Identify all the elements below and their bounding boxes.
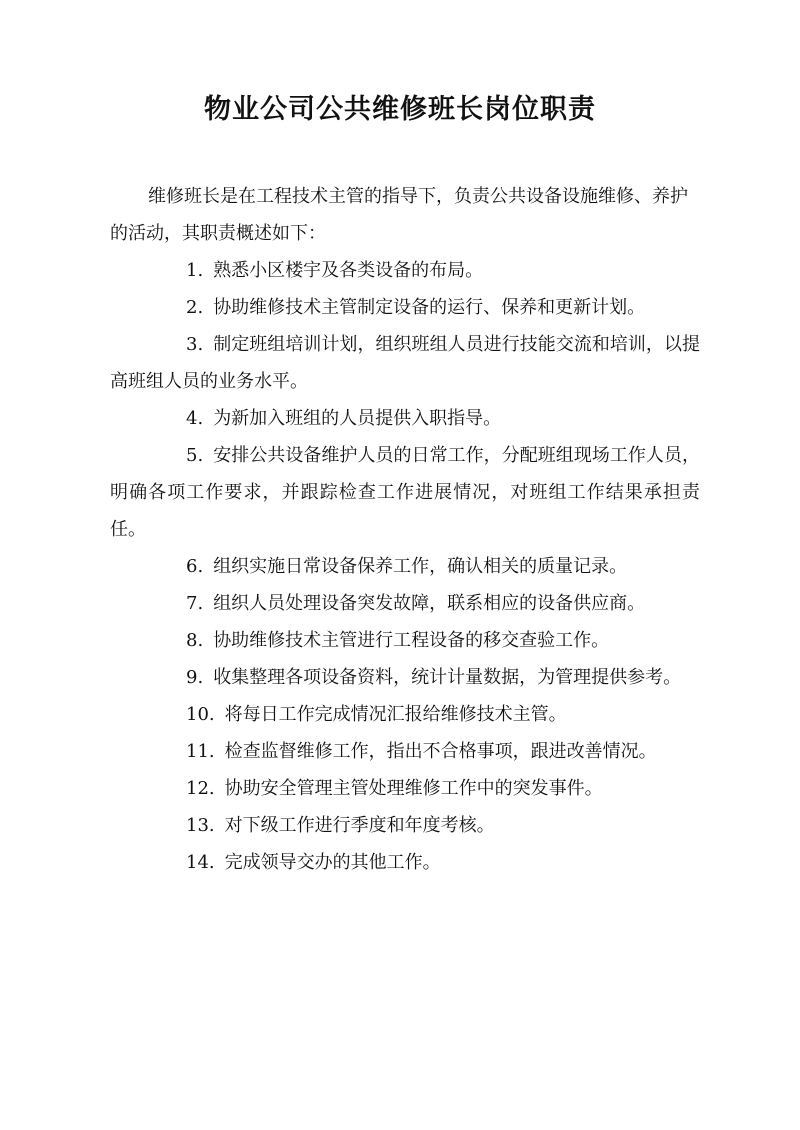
item-text: 对下级工作进行季度和年度考核。 bbox=[224, 815, 495, 836]
duty-item-3 bbox=[110, 326, 700, 400]
item-number: 4. bbox=[186, 408, 204, 429]
item-number: 1. bbox=[186, 260, 204, 281]
item-number: 8. bbox=[186, 630, 204, 651]
duty-item-8 bbox=[110, 622, 700, 659]
item-text: 检查监督维修工作，指出不合格事项，跟进改善情况。 bbox=[224, 741, 657, 762]
intro-paragraph: 维修班长是在工程技术主管的指导下，负责公共设备设施维修、养护的活动，其职责概述如下： bbox=[110, 186, 688, 244]
item-text: 协助安全管理主管处理维修工作中的突发事件。 bbox=[224, 778, 603, 799]
duty-item-10 bbox=[110, 696, 700, 733]
item-text: 协助维修技术主管制定设备的运行、保养和更新计划。 bbox=[213, 297, 646, 318]
duty-item-2 bbox=[110, 289, 700, 326]
duty-item-14 bbox=[110, 844, 700, 881]
duty-item-4 bbox=[110, 400, 700, 437]
duty-item-12 bbox=[110, 770, 700, 807]
duty-item-6 bbox=[110, 548, 700, 585]
item-text: 熟悉小区楼宇及各类设备的布局。 bbox=[213, 260, 484, 281]
item-text: 将每日工作完成情况汇报给维修技术主管。 bbox=[224, 704, 567, 725]
item-text: 安排公共设备维护人员的日常工作，分配班组现场工作人员，明确各项工作要求，并跟踪检查工作进展情况，对班组工作结果承担责任。 bbox=[110, 445, 700, 540]
item-number: 11. bbox=[186, 741, 215, 762]
item-number: 14. bbox=[186, 852, 215, 873]
duty-item-13 bbox=[110, 807, 700, 844]
duty-item-11 bbox=[110, 733, 700, 770]
item-number: 13. bbox=[186, 815, 215, 836]
item-text: 收集整理各项设备资料，统计计量数据，为管理提供参考。 bbox=[213, 667, 682, 688]
duty-item-5 bbox=[110, 437, 700, 548]
duty-item-1 bbox=[110, 252, 700, 289]
item-number: 9. bbox=[186, 667, 204, 688]
item-number: 3. bbox=[186, 334, 204, 355]
item-number: 6. bbox=[186, 556, 204, 577]
item-number: 10. bbox=[186, 704, 215, 725]
item-text: 制定班组培训计划，组织班组人员进行技能交流和培训，以提高班组人员的业务水平。 bbox=[110, 334, 700, 392]
item-number: 12. bbox=[186, 778, 215, 799]
item-number: 2. bbox=[186, 297, 204, 318]
item-text: 为新加入班组的人员提供入职指导。 bbox=[213, 408, 502, 429]
duty-item-9 bbox=[110, 659, 700, 696]
item-number: 5. bbox=[186, 445, 204, 466]
item-text: 组织人员处理设备突发故障，联系相应的设备供应商。 bbox=[213, 593, 646, 614]
page-title: 物业公司公共维修班长岗位职责 bbox=[204, 94, 596, 125]
duty-item-7 bbox=[110, 585, 700, 622]
item-number: 7. bbox=[186, 593, 204, 614]
document-body bbox=[110, 178, 700, 881]
item-text: 完成领导交办的其他工作。 bbox=[224, 852, 441, 873]
item-text: 协助维修技术主管进行工程设备的移交查验工作。 bbox=[213, 630, 610, 651]
item-text: 组织实施日常设备保养工作，确认相关的质量记录。 bbox=[213, 556, 628, 577]
